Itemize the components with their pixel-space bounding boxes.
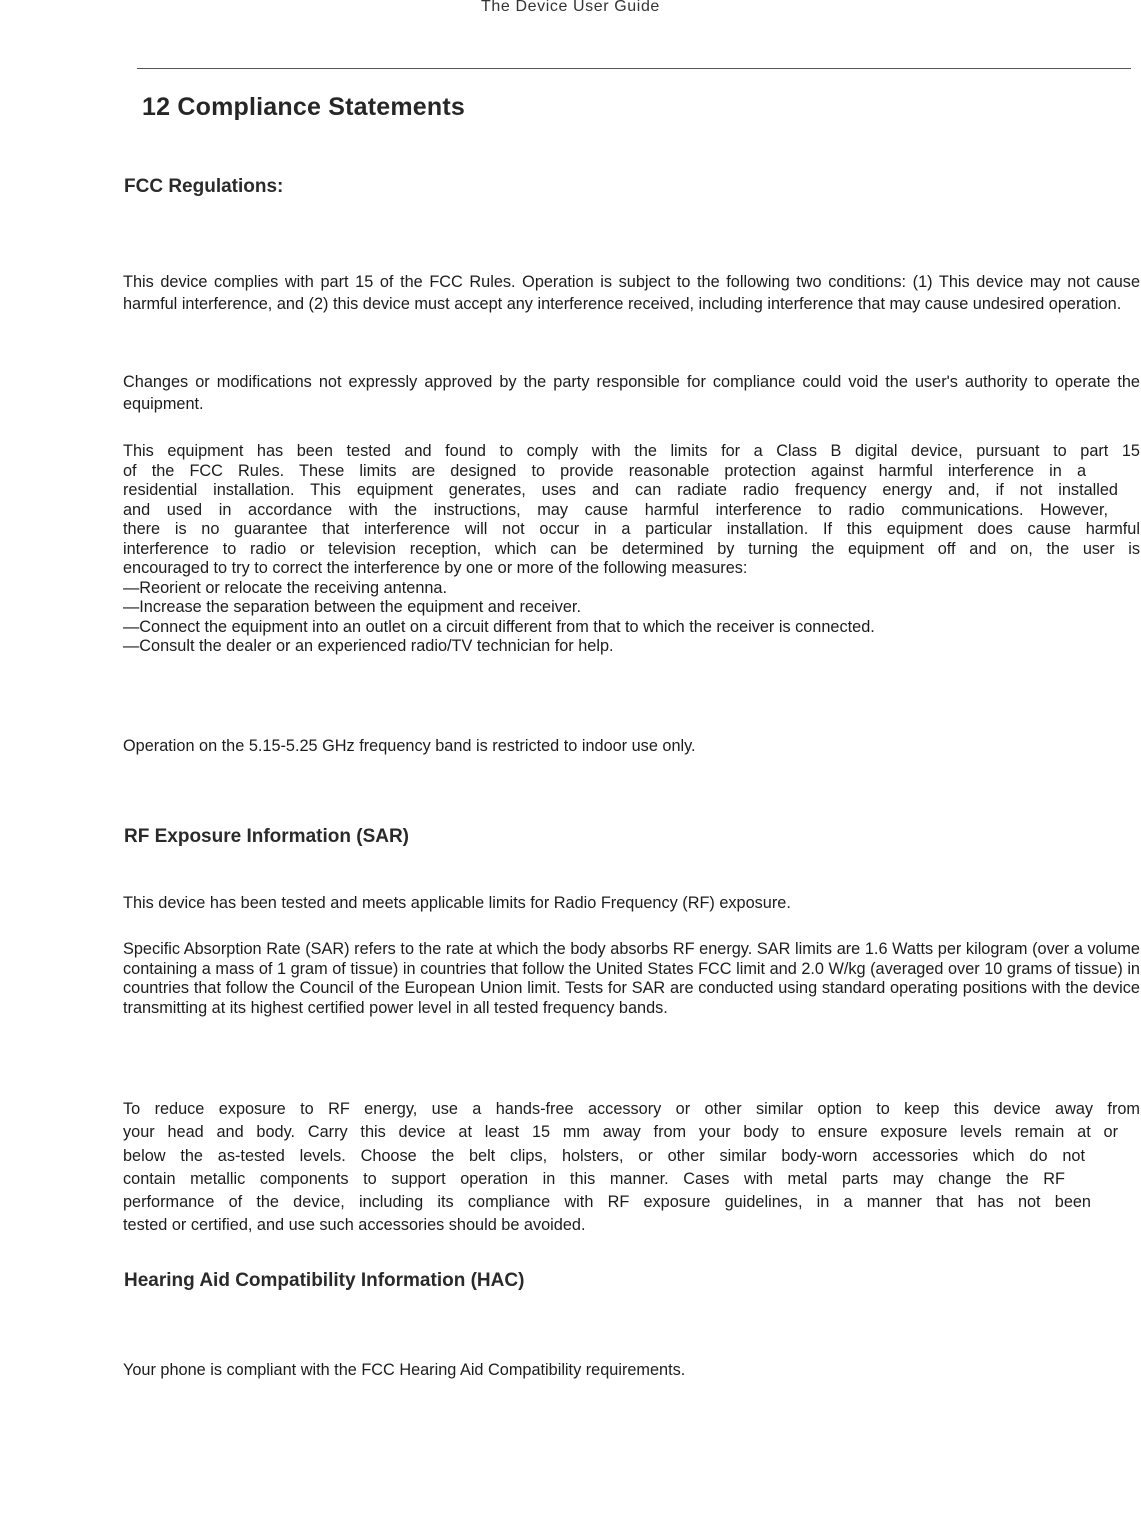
text-line: there is no guarantee that interference will not occur in a particular installation. If this equipment does cause harmful <box>123 520 1140 538</box>
chapter-title: 12 Compliance Statements <box>142 93 465 121</box>
header-rule <box>137 68 1131 69</box>
text-line: performance of the device, including its compliance with RF exposure guidelines, in a manner that has not been <box>123 1193 1091 1212</box>
measure-item: —Reorient or relocate the receiving antenna. <box>123 578 448 597</box>
fcc-paragraph-conditions: This device complies with part 15 of the FCC Rules. Operation is subject to the following two conditions: (1) This device may not cause harmful interference, and (2) this device must accept any interference received, including interference that may cause undesired operation. <box>123 273 1140 313</box>
fcc-paragraph-class-b <box>123 442 1140 657</box>
text-line: your head and body. Carry this device at least 15 mm away from your body to ensure exposure levels remain at or <box>123 1123 1118 1142</box>
band-note: Operation on the 5.15-5.25 GHz frequency band is restricted to indoor use only. <box>123 737 696 755</box>
fcc-paragraph-modifications: Changes or modifications not expressly approved by the party responsible for compliance could void the user's authority to operate the equipment. <box>123 373 1140 413</box>
text-line: encouraged to try to correct the interference by one or more of the following measures: <box>123 559 748 577</box>
fcc-heading: FCC Regulations: <box>124 176 284 197</box>
running-header: The Device User Guide <box>481 0 660 15</box>
text-line: To reduce exposure to RF energy, use a hands-free accessory or other similar option to keep this device away from <box>123 1100 1140 1118</box>
text-line: of the FCC Rules. These limits are designed to provide reasonable protection against harmful interference in a <box>123 461 1086 480</box>
rf-heading: RF Exposure Information (SAR) <box>124 826 410 847</box>
rf-paragraph-tested: This device has been tested and meets applicable limits for Radio Frequency (RF) exposure. <box>123 894 791 912</box>
hac-heading: Hearing Aid Compatibility Information (HAC) <box>124 1270 525 1291</box>
rf-paragraph-sar: Specific Absorption Rate (SAR) refers to the rate at which the body absorbs RF energy. SAR limits are 1.6 Watts per kilogram (over a volume containing a mass of 1 gram of tissue) in countries that follow the United States FCC limit and 2.0 W/kg (averaged over 10 grams of tissue) in countries that follow the Council of the European Union limit. Tests for SAR are conducted using standard operating positions with the device transmitting at its highest certified power level in all tested frequency bands. <box>123 940 1140 1017</box>
text-line: residential installation. This equipment generates, uses and can radiate radio frequency energy and, if not installed <box>123 481 1118 499</box>
text-line: contain metallic components to support operation in this manner. Cases with metal parts may change the RF <box>123 1169 1065 1188</box>
measure-item: —Increase the separation between the equipment and receiver. <box>123 598 581 616</box>
text-line: and used in accordance with the instructions, may cause harmful interference to radio communications. However, <box>123 500 1108 519</box>
text-line: below the as-tested levels. Choose the belt clips, holsters, or other similar body-worn accessories which do not <box>123 1146 1085 1165</box>
text-line: tested or certified, and use such accessories should be avoided. <box>123 1216 586 1235</box>
text-line: This equipment has been tested and found to comply with the limits for a Class B digital device, pursuant to part 15 <box>123 442 1140 460</box>
measure-item: —Connect the equipment into an outlet on a circuit different from that to which the receiver is connected. <box>123 617 875 636</box>
measure-item: —Consult the dealer or an experienced radio/TV technician for help. <box>123 637 614 655</box>
rf-paragraph-reduce-exposure <box>123 1098 1140 1238</box>
text-line: interference to radio or television reception, which can be determined by turning the equipment off and on, the user is <box>123 539 1140 558</box>
hac-paragraph: Your phone is compliant with the FCC Hearing Aid Compatibility requirements. <box>123 1361 686 1379</box>
